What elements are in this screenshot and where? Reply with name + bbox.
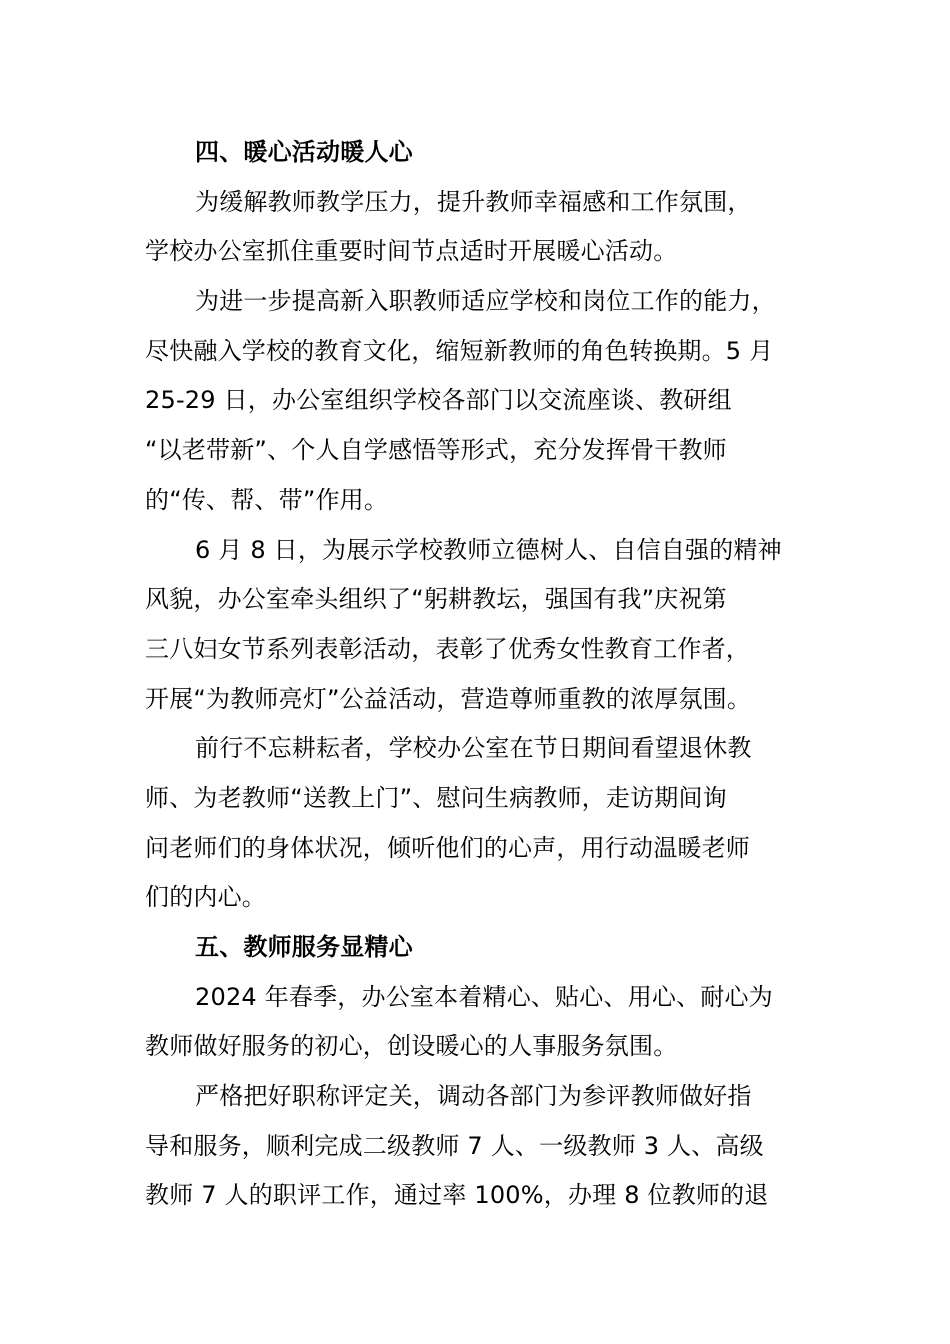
- paragraph-line: 严格把好职称评定关，调动各部门为参评教师做好指: [195, 1082, 752, 1111]
- paragraph-line: 教师 7 人的职评工作，通过率 100%，办理 8 位教师的退: [145, 1181, 769, 1210]
- paragraph-line: 前行不忘耕耘者，学校办公室在节日期间看望退休教: [195, 734, 752, 763]
- section-heading-5: 五、教师服务显精心: [195, 933, 413, 961]
- paragraph-line: 开展“为教师亮灯”公益活动，营造尊师重教的浓厚氛围。: [145, 684, 752, 713]
- paragraph-line: 为进一步提高新入职教师适应学校和岗位工作的能力，: [195, 287, 776, 316]
- paragraph-line: 师、为老教师“送教上门”、慰问生病教师，走访期间询: [145, 783, 727, 812]
- paragraph-line: 学校办公室抓住重要时间节点适时开展暖心活动。: [145, 237, 678, 266]
- paragraph-line: 们的内心。: [145, 883, 266, 912]
- paragraph-line: 6 月 8 日，为展示学校教师立德树人、自信自强的精神: [195, 535, 782, 564]
- paragraph-line: 三八妇女节系列表彰活动，表彰了优秀女性教育工作者，: [145, 634, 750, 663]
- paragraph-line: 导和服务，顺利完成二级教师 7 人、一级教师 3 人、高级: [145, 1131, 764, 1160]
- paragraph-line: 问老师们的身体状况，倾听他们的心声，用行动温暖老师: [145, 833, 750, 862]
- section-heading-4: 四、暖心活动暖人心: [195, 138, 413, 166]
- paragraph-line: 为缓解教师教学压力，提升教师幸福感和工作氛围，: [195, 187, 752, 216]
- document-page: [145, 128, 810, 1221]
- paragraph-line: 教师做好服务的初心，创设暖心的人事服务氛围。: [145, 1032, 678, 1061]
- paragraph-line: 25-29 日，办公室组织学校各部门以交流座谈、教研组: [145, 386, 732, 415]
- paragraph-line: 的“传、帮、带”作用。: [145, 485, 389, 514]
- paragraph-line: “以老带新”、个人自学感悟等形式，充分发挥骨干教师: [145, 436, 727, 465]
- paragraph-line: 尽快融入学校的教育文化，缩短新教师的角色转换期。5 月: [145, 336, 774, 365]
- paragraph-line: 2024 年春季，办公室本着精心、贴心、用心、耐心为: [195, 982, 773, 1011]
- paragraph-line: 风貌，办公室牵头组织了“躬耕教坛，强国有我”庆祝第: [145, 585, 727, 614]
